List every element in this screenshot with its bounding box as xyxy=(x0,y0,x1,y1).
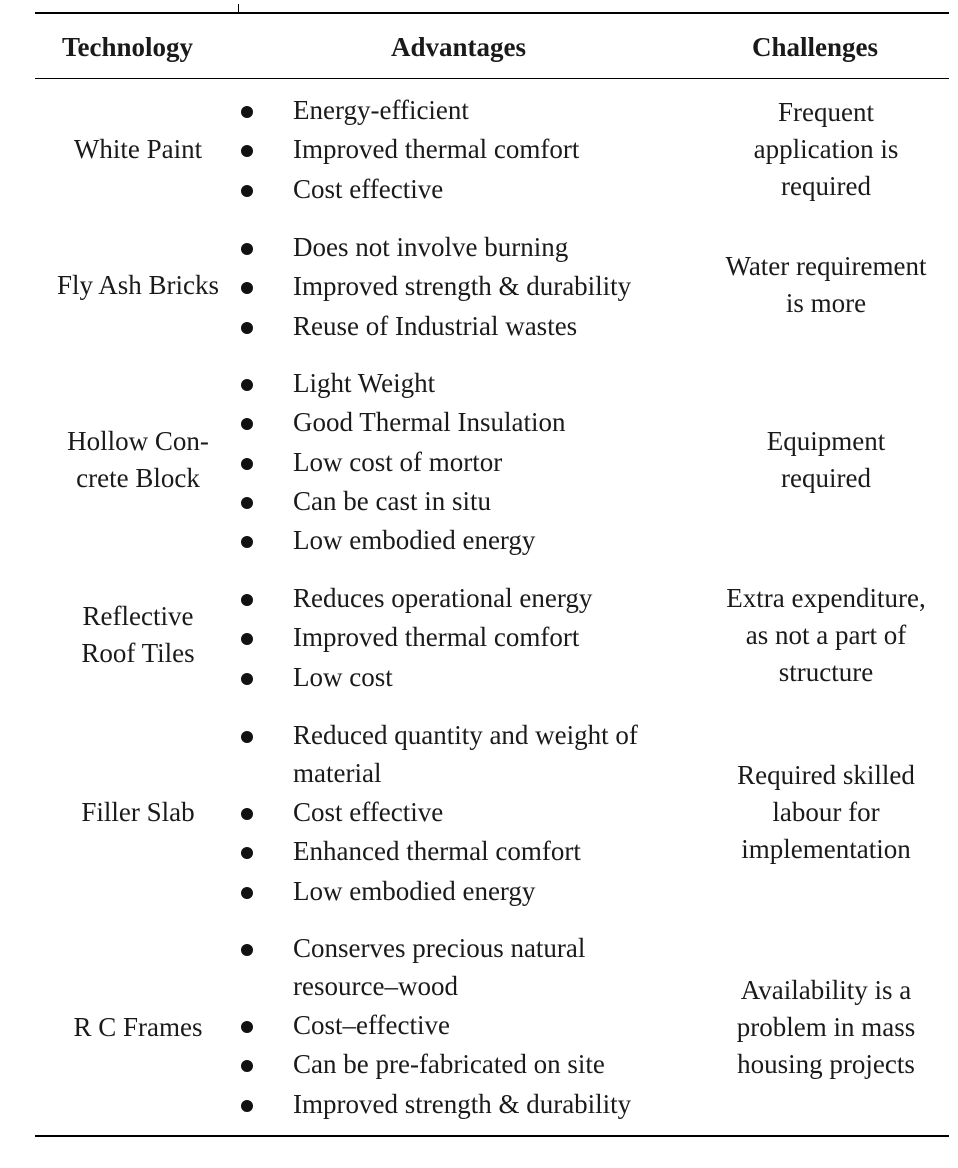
advantage-item: Reduced quantity and weight of xyxy=(293,720,638,750)
challenge-text: required xyxy=(781,170,871,201)
advantage-item: Reuse of Industrial wastes xyxy=(293,310,578,341)
challenge-text: application is xyxy=(753,133,899,164)
advantage-item: Low cost xyxy=(293,661,393,692)
challenge-text: housing projects xyxy=(737,1048,915,1079)
technology-label: White Paint xyxy=(73,133,203,164)
bullet-icon xyxy=(241,536,253,548)
technology-label: Fly Ash Bricks xyxy=(56,269,220,300)
advantage-item: Energy-efficient xyxy=(293,95,469,125)
bullet-icon xyxy=(241,847,253,859)
advantage-item: Cost effective xyxy=(293,173,444,204)
technology-cell xyxy=(40,1009,236,1046)
advantage-item: Low embodied energy xyxy=(293,875,536,906)
advantage-item: Improved strength & durability xyxy=(293,271,632,302)
technology-cell xyxy=(40,794,236,831)
bullet-icon xyxy=(241,673,253,685)
bullet-icon xyxy=(241,322,253,334)
bullet-icon xyxy=(241,1021,253,1033)
challenge-text: implementation xyxy=(741,833,911,864)
advantage-item: Low cost of mortor xyxy=(293,446,503,477)
challenge-text: is more xyxy=(785,288,867,318)
header-technology: Technology xyxy=(62,32,194,62)
bullet-icon xyxy=(241,106,253,118)
advantage-item: Improved thermal comfort xyxy=(293,622,580,653)
challenge-text: Extra expenditure, xyxy=(726,582,926,613)
technology-cell xyxy=(40,131,236,168)
table-top-rule xyxy=(35,12,949,14)
table-bottom-rule xyxy=(35,1135,949,1137)
advantage-item: Good Thermal Insulation xyxy=(293,407,566,438)
advantage-item: Low embodied energy xyxy=(293,525,536,556)
technology-label: Filler Slab xyxy=(81,796,195,827)
challenge-text: Frequent xyxy=(778,96,874,127)
bullet-icon xyxy=(241,282,253,294)
bullet-icon xyxy=(241,944,253,956)
advantage-item: Improved strength & durability xyxy=(293,1088,632,1119)
advantage-item: material xyxy=(293,757,382,788)
header-advantages: Advantages xyxy=(391,32,527,62)
challenge-text: problem in mass xyxy=(736,1011,916,1042)
advantage-item: Can be pre-fabricated on site xyxy=(293,1049,605,1080)
bullet-icon xyxy=(241,145,253,157)
challenge-text: as not a part of xyxy=(745,619,907,650)
bullet-icon xyxy=(241,1100,253,1112)
bullet-icon xyxy=(241,1060,253,1072)
challenge-text: Availability is a xyxy=(740,974,912,1005)
challenge-cell xyxy=(702,94,950,205)
challenge-text: required xyxy=(781,463,871,493)
advantage-item: Cost effective xyxy=(293,797,444,828)
challenge-text: structure xyxy=(778,656,874,687)
advantage-item: Reduces operational energy xyxy=(293,583,593,613)
advantage-item: Improved thermal comfort xyxy=(293,134,580,165)
advantage-item: Enhanced thermal comfort xyxy=(293,836,581,867)
technology-label: Hollow Con- xyxy=(67,426,209,456)
challenge-cell xyxy=(702,423,950,497)
challenge-text: Equipment xyxy=(766,426,886,456)
bullet-icon xyxy=(241,731,253,743)
technology-label: crete Block xyxy=(76,463,200,493)
advantage-item: Can be cast in situ xyxy=(293,485,491,516)
advantage-item: resource–wood xyxy=(293,970,458,1001)
advantage-item: Cost–effective xyxy=(293,1010,450,1041)
challenge-text: labour for xyxy=(772,796,880,827)
challenge-text: Required skilled xyxy=(737,759,915,790)
table-header-rule xyxy=(35,78,949,79)
technology-label: Reflective xyxy=(82,601,194,631)
challenge-cell xyxy=(702,972,950,1083)
bullet-icon xyxy=(241,379,253,391)
bullet-icon xyxy=(241,808,253,820)
bullet-icon xyxy=(241,887,253,899)
bullet-icon xyxy=(241,633,253,645)
challenge-cell xyxy=(702,580,950,691)
technology-label: R C Frames xyxy=(73,1011,203,1042)
bullet-icon xyxy=(241,458,253,470)
challenge-cell xyxy=(702,248,950,322)
bullet-icon xyxy=(241,497,253,509)
bullet-icon xyxy=(241,243,253,255)
technology-cell xyxy=(40,598,236,672)
technology-label: Roof Tiles xyxy=(81,638,195,668)
header-challenges: Challenges xyxy=(752,32,879,62)
challenge-cell xyxy=(702,757,950,868)
bullet-icon xyxy=(241,185,253,197)
column-tick-mark xyxy=(238,4,239,12)
advantage-item: Does not involve burning xyxy=(293,232,569,262)
advantage-item: Conserves precious natural xyxy=(293,933,586,963)
technology-cell xyxy=(40,267,236,304)
technology-cell xyxy=(40,423,236,497)
advantage-item: Light Weight xyxy=(293,368,436,398)
bullet-icon xyxy=(241,594,253,606)
challenge-text: Water requirement xyxy=(725,251,927,281)
bullet-icon xyxy=(241,418,253,430)
